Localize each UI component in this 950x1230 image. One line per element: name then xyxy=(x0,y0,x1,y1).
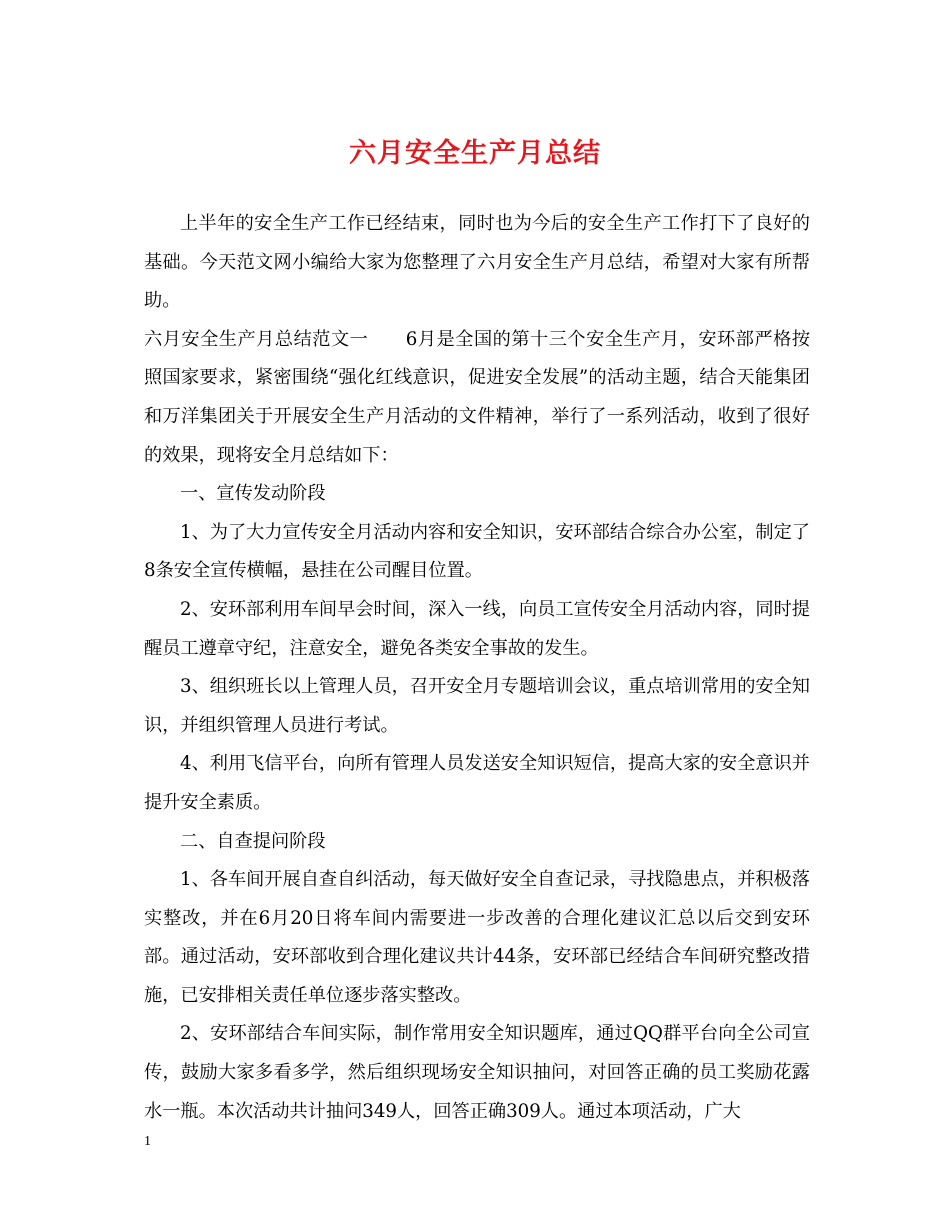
sample-intro-paragraph: 六月安全生产月总结范文一 6月是全国的第十三个安全生产月，安环部严格按照国家要求，紧密围绕“强化红线意识，促进安全发展”的活动主题，结合天能集团和万洋集团关于开展安全生产月活动的文件精神，举行了一系列活动，收到了很好的效果，现将安全月总结如下： xyxy=(144,328,810,466)
list-item-publicity-2: 2、安环部利用车间早会时间，深入一线，向员工宣传安全月活动内容，同时提醒员工遵章守纪，注意安全，避免各类安全事故的发生。 xyxy=(144,598,810,659)
page-number: 1 xyxy=(144,1134,151,1149)
document-body xyxy=(144,205,810,1131)
list-item-publicity-4: 4、利用飞信平台，向所有管理人员发送安全知识短信，提高大家的安全意识并提升安全素质。 xyxy=(144,753,810,813)
document-title: 六月安全生产月总结 xyxy=(349,138,601,169)
intro-paragraph: 上半年的安全生产工作已经结束，同时也为今后的安全生产工作打下了良好的基础。今天范文网小编给大家为您整理了六月安全生产月总结，希望对大家有所帮助。 xyxy=(144,213,810,312)
list-item-publicity-3: 3、组织班长以上管理人员，召开安全月专题培训会议，重点培训常用的安全知识，并组织管理人员进行考试。 xyxy=(144,676,810,736)
list-item-self-check-2: 2、安环部结合车间实际，制作常用安全知识题库，通过QQ群平台向全公司宣传，鼓励大家多看多学，然后组织现场安全知识抽问，对回答正确的员工奖励花露水一瓶。本次活动共计抽问349人，回答正确309人。通过本项活动，广大 xyxy=(144,1023,810,1122)
list-item-self-check-1: 1、各车间开展自查自纠活动，每天做好安全自查记录，寻找隐患点，并积极落实整改，并在6月20日将车间内需要进一步改善的合理化建议汇总以后交到安环部。通过活动，安环部收到合理化建议共计44条，安环部已经结合车间研究整改措施，已安排相关责任单位逐步落实整改。 xyxy=(144,869,810,1006)
section-heading-self-check: 二、自查提问阶段 xyxy=(180,830,326,852)
list-item-publicity-1: 1、为了大力宣传安全月活动内容和安全知识，安环部结合综合办公室，制定了8条安全宣传横幅，悬挂在公司醒目位置。 xyxy=(144,521,810,582)
section-heading-publicity: 一、宣传发动阶段 xyxy=(180,483,326,505)
